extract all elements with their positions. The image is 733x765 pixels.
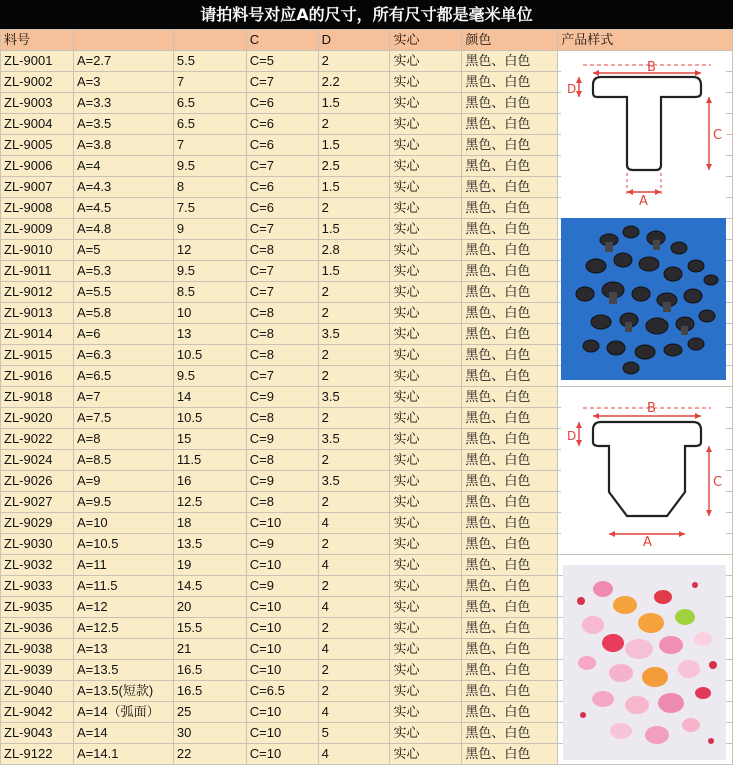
cell-size-a: A=5.3	[73, 261, 173, 282]
cell-color: 黑色、白色	[462, 660, 558, 681]
cell-size-d: 2.8	[318, 240, 390, 261]
cell-size-d: 1.5	[318, 219, 390, 240]
cell-size-b: 7	[173, 72, 246, 93]
cell-size-c: C=9	[246, 387, 318, 408]
color-plugs-photo	[563, 565, 726, 760]
cell-size-d: 2	[318, 303, 390, 324]
cell-color: 黑色、白色	[462, 513, 558, 534]
cell-color: 黑色、白色	[462, 597, 558, 618]
cell-size-d: 2	[318, 51, 390, 72]
cell-size-c: C=10	[246, 513, 318, 534]
cell-part-no: ZL-9038	[1, 639, 74, 660]
cell-size-d: 1.5	[318, 135, 390, 156]
cell-part-no: ZL-9030	[1, 534, 74, 555]
cell-size-c: C=8	[246, 450, 318, 471]
cell-size-d: 2	[318, 114, 390, 135]
cell-size-b: 15.5	[173, 618, 246, 639]
cell-size-d: 4	[318, 744, 390, 765]
cell-part-no: ZL-9006	[1, 156, 74, 177]
cell-size-a: A=8	[73, 429, 173, 450]
cell-size-d: 2	[318, 408, 390, 429]
cell-size-d: 2	[318, 345, 390, 366]
cell-color: 黑色、白色	[462, 387, 558, 408]
cell-size-c: C=8	[246, 345, 318, 366]
black-plugs-photo	[561, 218, 726, 380]
cell-solid: 实心	[390, 534, 462, 555]
cell-color: 黑色、白色	[462, 408, 558, 429]
cell-size-a: A=2.7	[73, 51, 173, 72]
cell-size-b: 25	[173, 702, 246, 723]
cell-part-no: ZL-9018	[1, 387, 74, 408]
cell-color: 黑色、白色	[462, 219, 558, 240]
cell-size-d: 1.5	[318, 261, 390, 282]
cell-part-no: ZL-9008	[1, 198, 74, 219]
cell-size-d: 4	[318, 639, 390, 660]
cell-solid: 实心	[390, 282, 462, 303]
cell-color: 黑色、白色	[462, 555, 558, 576]
cell-size-d: 3.5	[318, 324, 390, 345]
cell-color: 黑色、白色	[462, 72, 558, 93]
cell-size-a: A=5.8	[73, 303, 173, 324]
cell-size-b: 22	[173, 744, 246, 765]
cell-size-c: C=8	[246, 240, 318, 261]
cell-size-d: 2	[318, 198, 390, 219]
cell-size-d: 3.5	[318, 471, 390, 492]
cell-size-b: 6.5	[173, 93, 246, 114]
cell-solid: 实心	[390, 408, 462, 429]
cell-color: 黑色、白色	[462, 135, 558, 156]
cell-color: 黑色、白色	[462, 261, 558, 282]
cell-size-c: C=10	[246, 555, 318, 576]
cell-solid: 实心	[390, 639, 462, 660]
cell-size-d: 1.5	[318, 93, 390, 114]
cell-size-c: C=6	[246, 135, 318, 156]
cell-solid: 实心	[390, 576, 462, 597]
cell-solid: 实心	[390, 429, 462, 450]
cell-part-no: ZL-9026	[1, 471, 74, 492]
cell-solid: 实心	[390, 261, 462, 282]
cell-part-no: ZL-9016	[1, 366, 74, 387]
cell-size-b: 18	[173, 513, 246, 534]
cell-size-b: 12	[173, 240, 246, 261]
cell-size-a: A=4.8	[73, 219, 173, 240]
cell-part-no: ZL-9042	[1, 702, 74, 723]
cell-size-b: 5.5	[173, 51, 246, 72]
cell-part-no: ZL-9002	[1, 72, 74, 93]
cell-size-a: A=3.8	[73, 135, 173, 156]
dimension-label-a: A	[639, 194, 648, 205]
dimension-label-c: C	[713, 475, 723, 490]
cell-size-b: 12.5	[173, 492, 246, 513]
cell-size-a: A=9	[73, 471, 173, 492]
cell-size-d: 2	[318, 282, 390, 303]
cell-size-c: C=6.5	[246, 681, 318, 702]
cell-size-a: A=3	[73, 72, 173, 93]
cell-part-no: ZL-9043	[1, 723, 74, 744]
cell-size-c: C=7	[246, 156, 318, 177]
cell-size-d: 3.5	[318, 429, 390, 450]
header-cell-a	[73, 30, 173, 51]
cell-size-d: 3.5	[318, 387, 390, 408]
cell-size-b: 20	[173, 597, 246, 618]
cell-part-no: ZL-9003	[1, 93, 74, 114]
cell-part-no: ZL-9027	[1, 492, 74, 513]
cell-size-c: C=10	[246, 744, 318, 765]
dimension-label-b: B	[647, 401, 656, 416]
cell-size-c: C=10	[246, 702, 318, 723]
cell-solid: 实心	[390, 660, 462, 681]
cell-part-no: ZL-9004	[1, 114, 74, 135]
cell-color: 黑色、白色	[462, 471, 558, 492]
cell-color: 黑色、白色	[462, 366, 558, 387]
cell-solid: 实心	[390, 618, 462, 639]
cell-size-c: C=7	[246, 282, 318, 303]
cell-size-b: 10	[173, 303, 246, 324]
cell-size-c: C=8	[246, 492, 318, 513]
cell-size-d: 2	[318, 492, 390, 513]
cell-color: 黑色、白色	[462, 114, 558, 135]
cell-part-no: ZL-9013	[1, 303, 74, 324]
dimension-label-d: D	[567, 429, 577, 443]
cell-color: 黑色、白色	[462, 198, 558, 219]
cell-color: 黑色、白色	[462, 576, 558, 597]
cell-size-b: 6.5	[173, 114, 246, 135]
cell-solid: 实心	[390, 177, 462, 198]
cell-size-a: A=3.5	[73, 114, 173, 135]
cell-solid: 实心	[390, 324, 462, 345]
cell-solid: 实心	[390, 366, 462, 387]
cell-size-b: 10.5	[173, 345, 246, 366]
cell-size-d: 2.5	[318, 156, 390, 177]
cell-size-a: A=3.3	[73, 93, 173, 114]
cell-solid: 实心	[390, 198, 462, 219]
cell-size-a: A=4	[73, 156, 173, 177]
cell-color: 黑色、白色	[462, 450, 558, 471]
cell-color: 黑色、白色	[462, 639, 558, 660]
cell-size-c: C=6	[246, 114, 318, 135]
cell-size-c: C=10	[246, 639, 318, 660]
cell-size-a: A=8.5	[73, 450, 173, 471]
cell-solid: 实心	[390, 597, 462, 618]
cell-part-no: ZL-9005	[1, 135, 74, 156]
cell-color: 黑色、白色	[462, 240, 558, 261]
cell-part-no: ZL-9033	[1, 576, 74, 597]
cell-color: 黑色、白色	[462, 51, 558, 72]
cell-size-b: 15	[173, 429, 246, 450]
cell-size-b: 21	[173, 639, 246, 660]
cell-solid: 实心	[390, 387, 462, 408]
cell-size-a: A=14.1	[73, 744, 173, 765]
cell-color: 黑色、白色	[462, 681, 558, 702]
cell-size-b: 9.5	[173, 366, 246, 387]
cell-size-b: 7	[173, 135, 246, 156]
cell-part-no: ZL-9040	[1, 681, 74, 702]
cell-size-a: A=10.5	[73, 534, 173, 555]
cell-size-a: A=4.3	[73, 177, 173, 198]
cell-size-a: A=6.3	[73, 345, 173, 366]
header-cell-d: D	[318, 30, 390, 51]
cell-part-no: ZL-9009	[1, 219, 74, 240]
cell-part-no: ZL-9029	[1, 513, 74, 534]
header-cell-solid: 实心	[390, 30, 462, 51]
cell-size-c: C=10	[246, 660, 318, 681]
cell-size-b: 30	[173, 723, 246, 744]
cell-size-d: 4	[318, 513, 390, 534]
cell-solid: 实心	[390, 135, 462, 156]
cell-size-a: A=14	[73, 723, 173, 744]
header-row	[1, 30, 733, 51]
header-cell-b	[173, 30, 246, 51]
cell-part-no: ZL-9122	[1, 744, 74, 765]
cell-part-no: ZL-9015	[1, 345, 74, 366]
cell-size-c: C=10	[246, 618, 318, 639]
cell-size-d: 5	[318, 723, 390, 744]
cell-size-d: 2.2	[318, 72, 390, 93]
cell-size-b: 8	[173, 177, 246, 198]
cell-part-no: ZL-9020	[1, 408, 74, 429]
cell-size-c: C=7	[246, 366, 318, 387]
cell-size-c: C=7	[246, 261, 318, 282]
cell-color: 黑色、白色	[462, 744, 558, 765]
cell-size-a: A=4.5	[73, 198, 173, 219]
cell-size-c: C=6	[246, 93, 318, 114]
cell-color: 黑色、白色	[462, 702, 558, 723]
cell-part-no: ZL-9035	[1, 597, 74, 618]
cell-size-a: A=10	[73, 513, 173, 534]
cell-part-no: ZL-9032	[1, 555, 74, 576]
cell-size-c: C=6	[246, 177, 318, 198]
cell-color: 黑色、白色	[462, 177, 558, 198]
cell-solid: 实心	[390, 51, 462, 72]
cell-solid: 实心	[390, 345, 462, 366]
t-plug-diagram-tapered	[561, 396, 726, 546]
cell-size-d: 2	[318, 660, 390, 681]
cell-color: 黑色、白色	[462, 534, 558, 555]
cell-part-no: ZL-9014	[1, 324, 74, 345]
cell-size-b: 16.5	[173, 660, 246, 681]
header-cell-part-no: 料号	[1, 30, 74, 51]
cell-part-no: ZL-9001	[1, 51, 74, 72]
cell-size-b: 16.5	[173, 681, 246, 702]
cell-color: 黑色、白色	[462, 618, 558, 639]
cell-size-a: A=13.5(短款)	[73, 681, 173, 702]
cell-size-c: C=10	[246, 723, 318, 744]
cell-solid: 实心	[390, 72, 462, 93]
cell-size-d: 4	[318, 555, 390, 576]
dimension-label-c: C	[713, 128, 723, 143]
cell-color: 黑色、白色	[462, 303, 558, 324]
cell-size-d: 1.5	[318, 177, 390, 198]
cell-size-d: 2	[318, 576, 390, 597]
cell-color: 黑色、白色	[462, 492, 558, 513]
cell-solid: 实心	[390, 492, 462, 513]
cell-solid: 实心	[390, 702, 462, 723]
cell-solid: 实心	[390, 681, 462, 702]
cell-size-c: C=7	[246, 72, 318, 93]
header-cell-style: 产品样式	[558, 30, 733, 51]
cell-size-c: C=9	[246, 576, 318, 597]
cell-color: 黑色、白色	[462, 156, 558, 177]
cell-size-d: 2	[318, 534, 390, 555]
cell-size-b: 9	[173, 219, 246, 240]
cell-color: 黑色、白色	[462, 93, 558, 114]
cell-color: 黑色、白色	[462, 282, 558, 303]
cell-solid: 实心	[390, 114, 462, 135]
cell-size-d: 2	[318, 366, 390, 387]
cell-size-a: A=6.5	[73, 366, 173, 387]
cell-size-c: C=9	[246, 534, 318, 555]
cell-size-b: 11.5	[173, 450, 246, 471]
cell-size-b: 7.5	[173, 198, 246, 219]
cell-size-a: A=14（弧面）	[73, 702, 173, 723]
cell-color: 黑色、白色	[462, 324, 558, 345]
cell-solid: 实心	[390, 450, 462, 471]
cell-size-c: C=8	[246, 303, 318, 324]
cell-solid: 实心	[390, 303, 462, 324]
cell-size-a: A=13	[73, 639, 173, 660]
cell-size-b: 8.5	[173, 282, 246, 303]
cell-part-no: ZL-9010	[1, 240, 74, 261]
cell-size-d: 4	[318, 702, 390, 723]
cell-size-a: A=7	[73, 387, 173, 408]
cell-size-c: C=9	[246, 429, 318, 450]
cell-size-c: C=6	[246, 198, 318, 219]
cell-size-d: 4	[318, 597, 390, 618]
cell-size-b: 19	[173, 555, 246, 576]
cell-solid: 实心	[390, 219, 462, 240]
cell-solid: 实心	[390, 93, 462, 114]
cell-size-b: 9.5	[173, 156, 246, 177]
cell-size-a: A=9.5	[73, 492, 173, 513]
cell-part-no: ZL-9011	[1, 261, 74, 282]
cell-size-b: 13.5	[173, 534, 246, 555]
cell-part-no: ZL-9036	[1, 618, 74, 639]
cell-size-a: A=5.5	[73, 282, 173, 303]
dimension-label-d: D	[567, 82, 577, 96]
cell-size-d: 2	[318, 618, 390, 639]
cell-size-a: A=11.5	[73, 576, 173, 597]
cell-size-a: A=12	[73, 597, 173, 618]
cell-solid: 实心	[390, 723, 462, 744]
cell-size-b: 14	[173, 387, 246, 408]
cell-size-c: C=9	[246, 471, 318, 492]
cell-size-b: 10.5	[173, 408, 246, 429]
cell-size-a: A=5	[73, 240, 173, 261]
cell-size-b: 9.5	[173, 261, 246, 282]
cell-color: 黑色、白色	[462, 723, 558, 744]
cell-size-c: C=8	[246, 408, 318, 429]
page-title: 请拍料号对应A的尺寸，所有尺寸都是毫米单位	[0, 0, 733, 29]
cell-size-d: 2	[318, 450, 390, 471]
cell-part-no: ZL-9039	[1, 660, 74, 681]
cell-part-no: ZL-9012	[1, 282, 74, 303]
cell-solid: 实心	[390, 471, 462, 492]
cell-part-no: ZL-9022	[1, 429, 74, 450]
cell-size-a: A=6	[73, 324, 173, 345]
cell-size-c: C=8	[246, 324, 318, 345]
cell-size-b: 14.5	[173, 576, 246, 597]
cell-size-a: A=7.5	[73, 408, 173, 429]
cell-size-c: C=10	[246, 597, 318, 618]
cell-color: 黑色、白色	[462, 429, 558, 450]
cell-part-no: ZL-9024	[1, 450, 74, 471]
t-plug-diagram-straight	[561, 55, 726, 205]
cell-size-b: 13	[173, 324, 246, 345]
dimension-label-a: A	[643, 535, 652, 546]
cell-size-d: 2	[318, 681, 390, 702]
cell-size-a: A=12.5	[73, 618, 173, 639]
cell-solid: 实心	[390, 513, 462, 534]
cell-size-c: C=7	[246, 219, 318, 240]
cell-size-a: A=11	[73, 555, 173, 576]
cell-solid: 实心	[390, 156, 462, 177]
cell-solid: 实心	[390, 555, 462, 576]
dimension-label-b: B	[647, 60, 656, 75]
cell-size-b: 16	[173, 471, 246, 492]
cell-solid: 实心	[390, 744, 462, 765]
cell-color: 黑色、白色	[462, 345, 558, 366]
cell-solid: 实心	[390, 240, 462, 261]
cell-part-no: ZL-9007	[1, 177, 74, 198]
cell-size-c: C=5	[246, 51, 318, 72]
cell-size-a: A=13.5	[73, 660, 173, 681]
header-cell-c: C	[246, 30, 318, 51]
header-cell-color: 颜色	[462, 30, 558, 51]
